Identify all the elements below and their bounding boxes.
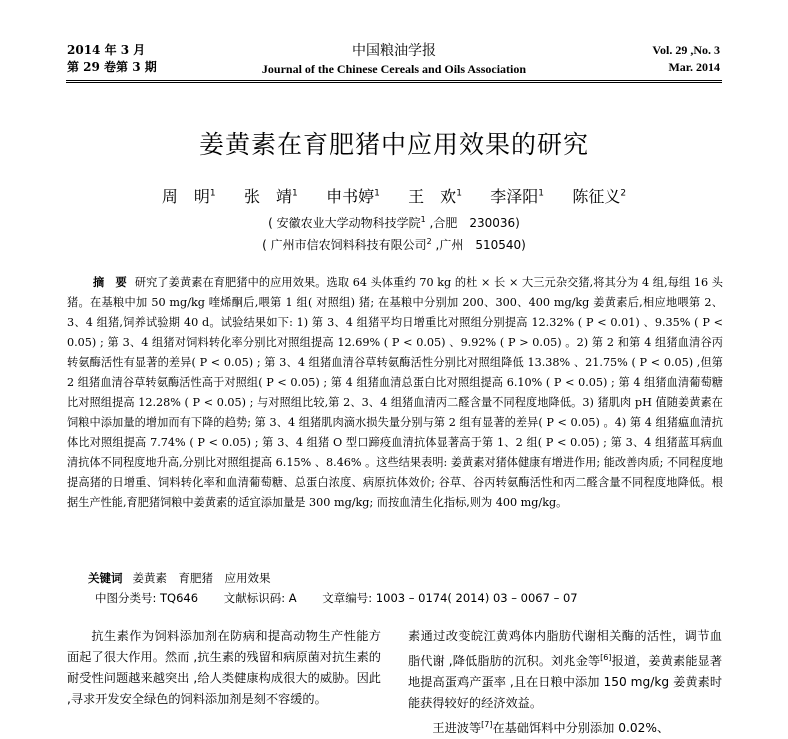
author: 申书婷$^1$: [326, 187, 380, 207]
citation: [7]: [481, 720, 493, 730]
article-title: 姜黄素在育肥猪中应用效果的研究: [198, 130, 589, 159]
clc-number: 中图分类号: TQ646: [95, 591, 199, 605]
keywords-label: 关键词: [88, 571, 123, 585]
volume-number: Vol. 29 ,No. 3: [652, 43, 720, 57]
author: 王 欢$^1$: [408, 187, 462, 207]
header-rule-second: [66, 82, 722, 83]
author: 张 靖$^1$: [243, 187, 298, 207]
citation: [6]: [600, 653, 612, 662]
journal-name-zh: 中国粮油学报: [352, 43, 436, 59]
article-number: 文章编号: 1003 – 0174( 2014) 03 – 0067 – 07: [322, 591, 578, 605]
journal-name-en: Journal of the Chinese Cereals and Oils Association: [261, 62, 527, 76]
body-paragraph: 抗生素作为饲料添加剂在防病和提高动物生产性能方面起了很大作用。然而 ,抗生素的残留和病原菌对抗生素的耐受性问题越来越突出 ,给人类健康构成很大的威胁。因此 ,寻求开发安全绿色的饲料添加剂是刻不容缓的。: [67, 629, 381, 706]
volume-month: Mar. 2014: [668, 60, 720, 74]
abstract-text: 研究了姜黄素在育肥猪中的应用效果。选取 64 头体重约 70 kg 的杜 × 长 × 大三元杂交猪,将其分为 4 组,每组 16 头猪。在基粮中加 50 mg/kg 喹烯酮后,喂第 1 组( 对照组) 猪; 在基粮中分别加 200、300、400 mg/kg 姜黄素后,相应地喂第 2、3、4 组猪,饲养试验期 40 d。试验结果如下: 1) 第 3、4 组猪平均日增重比对照组分别提高 12.32% ( P < 0.01) 、9.35% ( P < 0.05) ; 第 3、4 组猪对饲料转化率分别比对照组提高 12.69% ( P < 0.05) 、9.92% ( P > 0.05) 。2) 第 2 和第 4 组猪血清谷丙转氨酶活性有显著的差异( P < 0.05) ; 第 3、4 组猪血清谷草转氨酶活性分别比对照组降低 13.38% 、21.75% ( P < 0.05) ,但第 2 组猪血清谷草转氨酶活性高于对照组( P < 0.05) ; 第 4 组猪血清总蛋白比对照组提高 6.10% ( P < 0.05) ; 第 4 组猪血清葡萄糖比对照组提高 12.28% ( P < 0.05) ; 与对照组比较,第 2、3、4 组猪血清丙二醛含量不同程度地降低。3) 猪肌肉 pH 值随姜黄素在饲粮中添加量的增加而有下降的趋势; 第 3、4 组猪肌肉滴水损失量分别与第 2 组有显著的差异( P < 0.05) 。4) 第 4 组猪瘟血清抗体比对照组提高 7.74% ( P < 0.05) ; 第 3、4 组猪 O 型口蹄疫血清抗体显著高于第 1、2 组( P < 0.05) ; 第 3、4 组猪蓝耳病血清抗体不同程度地升高,分别比对照组提高 6.15% 、8.46% 。这些结果表明: 姜黄素对猪体健康有增进作用; 能改善肉质; 不同程度地提高猪的日增重、饲料转化率和血清葡萄糖、总蛋白浓度、病原抗体效价; 谷草、谷丙转氨酶活性和丙二醛含量不同程度地降低。根据生产性能,育肥猪饲粮中姜黄素的适宜添加量是 300 mg/kg; 而按血清生化指标,则为 400 mg/kg。: [67, 276, 723, 509]
author: 周 明$^1$: [161, 187, 216, 207]
author: 李泽阳$^1$: [490, 187, 545, 207]
classification-line: [95, 590, 600, 607]
volume-info: [652, 42, 720, 76]
body-column-right: [408, 626, 722, 739]
body-paragraph: 王进波等[7]在基础饵料中分别添加 0.02%、: [432, 720, 670, 736]
issue-volume: 第 29 卷第 3 期: [67, 60, 157, 74]
author-list: [0, 183, 788, 208]
affiliation: ( 安徽农业大学动物科技学院$^1$ ,合肥 230036): [268, 215, 520, 230]
abstract-label: 摘 要: [93, 275, 127, 289]
body-column-left: [67, 626, 381, 710]
abstract: [67, 272, 723, 513]
issue-date: 2014 年 3 月: [67, 43, 146, 57]
body-paragraph: 素通过改变皖江黄鸡体内脂肪代谢相关酶的活性，调节血脂代谢 ,降低脂肪的沉积。刘兆金等[6]报道，姜黄素能显著地提高蛋鸡产蛋率 ,且在日粮中添加 150 mg/kg 姜黄素时能获得较好的经济效益。: [408, 629, 723, 711]
header-rule: [66, 80, 722, 81]
keywords: [88, 570, 271, 587]
document-code: 文献标识码: A: [223, 591, 297, 605]
author: 陈征义$^2$: [572, 187, 627, 207]
keywords-items: 姜黄素 育肥猪 应用效果: [132, 571, 271, 585]
affiliation: ( 广州市信农饲料科技有限公司$^2$ ,广州 510540): [262, 237, 526, 252]
